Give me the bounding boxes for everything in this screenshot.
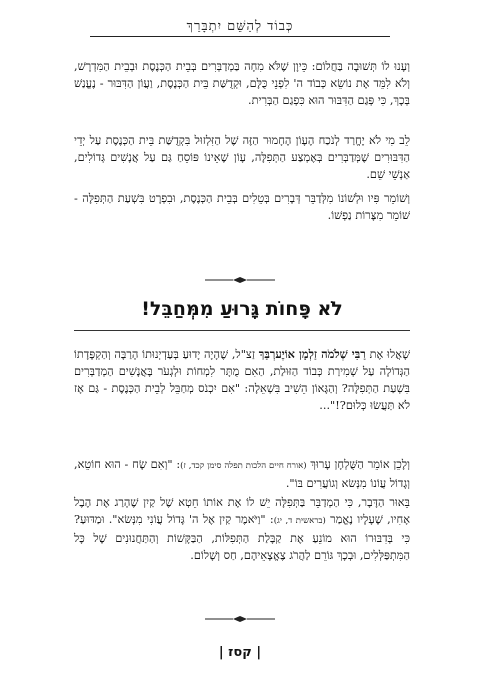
ornament-divider [205,615,275,623]
paragraph-text: וְשׁוֹמֵר פִּיו וּלְשׁוֹנוֹ מִלְּדַבֵּר דְּבָרִים בְּטֵלִים בְּבֵית הַכְּנֶסֶת, וּבִפְרָט בִּשְׁעַת הַתְּפִלָּה - שׁוֹמֵר מִצָּרוֹת נַפְשׁוֹ. [74,192,410,222]
running-header: כְּבוֹד לְהַשֵּׁם יִתְבָּרַךְ [186,19,294,34]
paragraph-text [74,456,410,492]
text-rest: זַצ"ל, שֶׁהָיָה יָדוּעַ בְּעַדְיְנוּתוֹ הָרַבָּה וְהַקְפָּדָתוֹ הַגְּדוֹלָה עַל שְׁמִירַת כְּבוֹד הַזּוּלַת, הַאִם מֻתָּר לִמְחוֹת וּלְגְעֹר בָּאֲנָשִׁים הַמְדַבְּרִים בִּשְׁעַת הַתְּפִלָּה? וְהַגָּאוֹן הֵשִׁיב בִּשְׁאֵלָה: "אִם יִכְנֹס מְחַבֵּל לְבֵית הַכְּנֶסֶת - גַּם אָז לֹא תַּעֲשׂוּ כְּלוּם?!"... [74,348,410,412]
paragraph-dream-answer [74,58,410,109]
text-rest: : "וַיֹּאמֶר קַיִן אֶל ה' גָּדוֹל עֲוֹנִי מִנְּשׂא". וּמַדּוּעַ? כִּי בְּדִבּוּרוֹ הוּא מוֹנֵעַ אֶת קַבָּלַת הַתְּפִלּוֹת, הַבַּקָּשׁוֹת וְהַתַּחֲנוּנִים שֶׁל כָּל הַמִּתְפַּלְּלִים, וּבְכָךְ גּוֹרֵם לַהֲרֹג צֶאֱצָאֵיהֶם, חַס וְשָׁלוֹם. [74,513,410,562]
ornament-divider [205,276,275,284]
text-lead: בֵּאוּר הַדָּבָר, כִּי הַמְדַבֵּר בַּתְּפִלָּה יֵשׁ לוֹ אֶת אוֹתוֹ חֵטְא שֶׁל קַיִן שֶׁהָרַג אֶת הֶבֶל אָחִיו, שֶׁעָלָיו נֶאֱמַר [74,496,410,526]
heading-rule [74,330,410,331]
paragraph-text: לֵב מִי לֹא יֶחֱרַד לְנֹכַח הֶעָוֹן הֶחָמוּר הַזֶּה שֶׁל הַזִּלְזוּל בִּקְדֻשַּׁת בֵּית הַכְּנֶסֶת עַל יְדֵי הַדִּבּוּרִים שֶׁמְּדַבְּרִים בְּאֶמְצַע הַתְּפִלָּה, עָוֹן שֶׁאֵינוֹ פּוֹסֵחַ גַּם עַל אֲנָשִׁים גְּדוֹלִים, אַנְשֵׁי שֵׁם. [74,134,410,181]
paragraph-severity [74,132,410,183]
source-reference: (אורח חיים הלכות תפלה סימן קכד, ז) [180,461,307,471]
header-rule [90,36,390,37]
paragraph-text [74,494,410,564]
paragraph-text: וְעָנוּ לוֹ תְּשׁוּבָה בַּחֲלוֹם: כֵּיוָן שֶׁלֹּא מִחָה בַּמְדַבְּרִים בְּבֵית הַכְּנֶסֶת וּבְבֵית הַמִּדְרָשׁ, וְלֹא לִמֵּד אֶת נוֹשֵׂא כְּבוֹד ה' לִפְנֵי כֻּלָּם, וּקְדֻשַּׁת בֵּית הַכְּנֶסֶת, וַעֲוֹן הַדִּבּוּר - נֶעֱנַשׁ בְּכָךְ, כִּי פְּגַם הַדִּבּוּר הוּא כִּפְגַם הַבְּרִית. [74,60,410,107]
source-reference: (בראשית ד, יג) [273,516,326,526]
paragraph-explanation [74,494,410,564]
rabbi-name: רַבִּי שְׁלֹמֹה זַלְמָן אוֹיֶערְבַּךְ [258,347,366,361]
section-heading: לֹא פָּחוֹת גָּרוּעַ מִמְּחַבֵּל! [141,298,343,320]
page-number: | קסז | [218,645,262,660]
text-lead: וְלָכֵן אוֹמֵר הַשֻּׁלְחָן עָרוּךְ [306,458,410,471]
paragraph-shulchan-aruch [74,456,410,492]
text-rest: : "וְאִם שָׂח - הוּא חוֹטֵא, וְגָדוֹל עֲוֹנוֹ מִנְּשׂא וְגוֹעֲרִים בּוֹ". [74,458,410,490]
paragraph-guarding-speech [74,190,410,224]
paragraph-text [74,346,410,414]
text-lead: שָׁאֲלוּ אֶת [365,348,410,361]
paragraph-rabbi-question [74,346,410,414]
